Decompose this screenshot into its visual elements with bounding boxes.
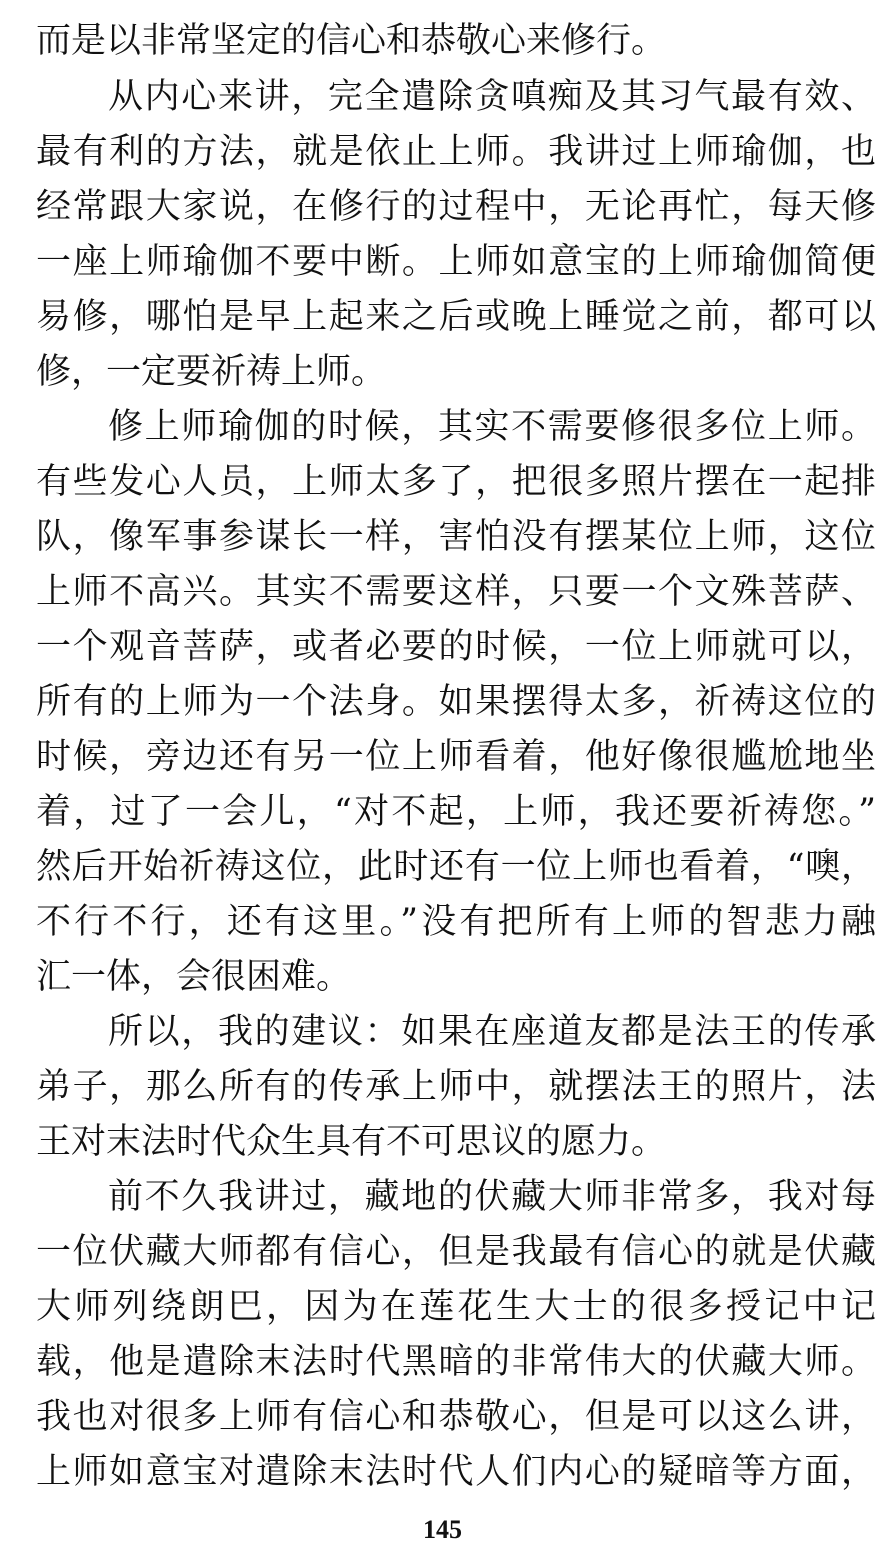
paragraph-start-line: 从内心来讲，完全遣除贪嗔痴及其习气最有效、: [108, 77, 876, 117]
paragraph-start-line: 修上师瑜伽的时候，其实不需要修很多位上师。: [108, 407, 876, 447]
text-line: 一位伏藏大师都有信心，但是我最有信心的就是伏藏: [36, 1232, 876, 1272]
page-number: 145: [423, 1515, 462, 1544]
text-line: 所有的上师为一个法身。如果摆得太多，祈祷这位的: [36, 682, 876, 722]
text-line: 而是以非常坚定的信心和恭敬心来修行。: [36, 21, 667, 61]
text-line: 不行不行，还有这里。”没有把所有上师的智悲力融: [36, 902, 876, 942]
text-line: 时候，旁边还有另一位上师看着，他好像很尴尬地坐: [36, 737, 876, 777]
text-line: 弟子，那么所有的传承上师中，就摆法王的照片，法: [36, 1067, 876, 1107]
text-line: 最有利的方法，就是依止上师。我讲过上师瑜伽，也: [36, 132, 876, 172]
paragraph-start-line: 所以，我的建议：如果在座道友都是法王的传承: [108, 1012, 876, 1052]
text-line: 载，他是遣除末法时代黑暗的非常伟大的伏藏大师。: [36, 1342, 876, 1382]
text-line: 上师如意宝对遣除末法时代人们内心的疑暗等方面，: [36, 1452, 876, 1492]
text-line: 易修，哪怕是早上起来之后或晚上睡觉之前，都可以: [36, 297, 876, 337]
text-line: 一个观音菩萨，或者必要的时候，一位上师就可以，: [36, 627, 876, 667]
text-line: 经常跟大家说，在修行的过程中，无论再忙，每天修: [36, 187, 876, 227]
text-line: 队，像军事参谋长一样，害怕没有摆某位上师，这位: [36, 517, 876, 557]
text-line: 汇一体，会很困难。: [36, 957, 352, 997]
text-line: 修，一定要祈祷上师。: [36, 352, 387, 392]
text-line: 一座上师瑜伽不要中断。上师如意宝的上师瑜伽简便: [36, 242, 876, 282]
text-line: 有些发心人员，上师太多了，把很多照片摆在一起排: [36, 462, 876, 502]
text-line: 王对末法时代众生具有不可思议的愿力。: [36, 1122, 667, 1162]
text-line: 上师不高兴。其实不需要这样，只要一个文殊菩萨、: [36, 572, 876, 612]
text-line: 我也对很多上师有信心和恭敬心，但是可以这么讲，: [36, 1397, 876, 1437]
text-line: 着，过了一会儿，“对不起，上师，我还要祈祷您。”: [36, 792, 876, 832]
paragraph-start-line: 前不久我讲过，藏地的伏藏大师非常多，我对每: [108, 1177, 876, 1217]
text-line: 大师列绕朗巴，因为在莲花生大士的很多授记中记: [36, 1287, 876, 1327]
text-line: 然后开始祈祷这位，此时还有一位上师也看着，“噢，: [36, 847, 876, 887]
